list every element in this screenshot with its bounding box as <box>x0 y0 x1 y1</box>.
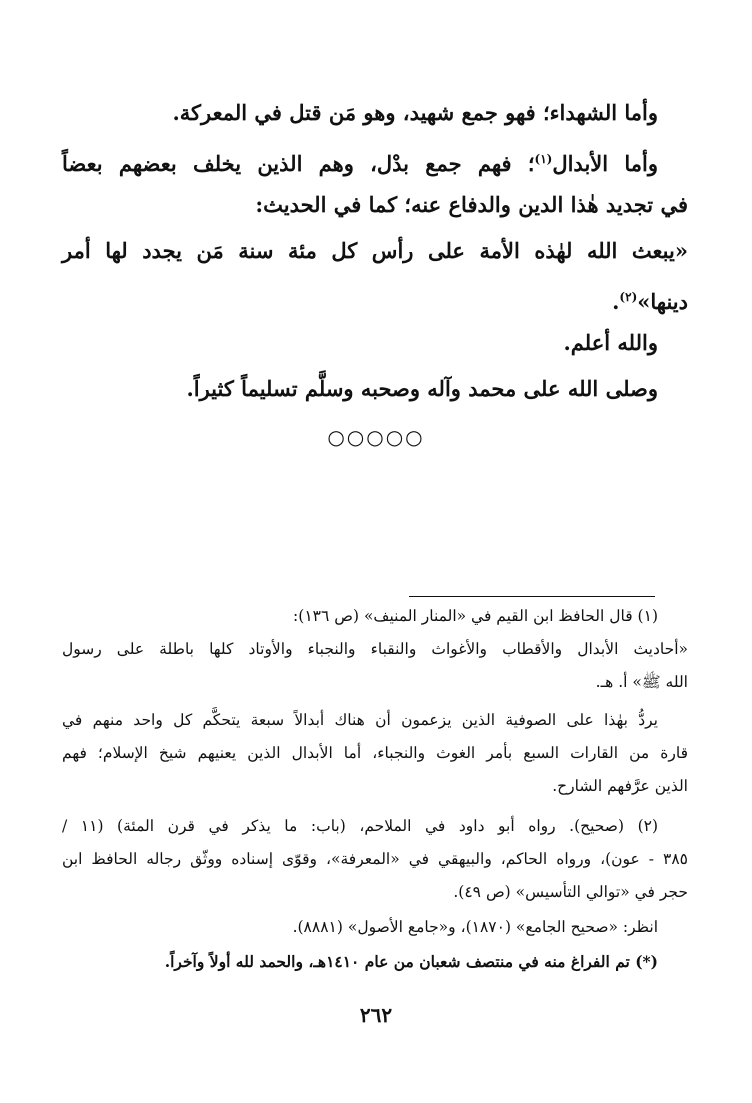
footnote-line-8: ٣٨٥ - عون)، ورواه الحاكم، والبيهقي في «المعرفة»، وقوّى إسناده ووثّق رجاله الحافظ ابن <box>62 850 688 868</box>
footnote-line-4: يردُّ بهٰذا على الصوفية الذين يزعمون أن هناك أبدالاً سبعة يتحكَّم كل واحد منهم في <box>62 711 658 729</box>
footnote-line-1: (١) قال الحافظ ابن القيم في «المنار المنيف» (ص ١٣٦): <box>293 607 658 625</box>
main-line-5-text-b: . <box>612 289 620 314</box>
main-line-4-text: «يبعث الله لهٰذه الأمة على رأس كل مئة سنة مَن يجدد لها أمر <box>62 238 688 263</box>
main-line-2 <box>62 138 688 180</box>
footnote-line-11: (*) تم الفراغ منه في منتصف شعبان من عام ١٤١٠هـ، والحمد لله أولاً وآخراً. <box>164 952 658 971</box>
footnote-marker-2[interactable]: (٢) <box>619 290 638 304</box>
main-line-5-text-a: دينها» <box>637 289 688 314</box>
footnote-line-3: الله ﷺ» أ. هـ. <box>595 673 688 691</box>
footnote-marker-1[interactable]: (١) <box>534 152 553 166</box>
main-line-1-text: وأما الشهداء؛ فهو جمع شهيد، وهو مَن قتل في المعركة. <box>172 100 658 125</box>
main-line-5 <box>62 276 688 318</box>
main-line-1 <box>62 92 688 134</box>
footnote-line-2: «أحاديث الأبدال والأقطاب والأغواث والنقباء والنجباء والأوتاد كلها باطلة على رسول <box>62 640 688 658</box>
section-ornament: ○○○○○ <box>327 425 425 449</box>
main-line-3-text: في تجديد هٰذا الدين والدفاع عنه؛ كما في الحديث: <box>255 192 688 217</box>
main-line-4 <box>62 230 688 272</box>
main-line-6-text: والله أعلم. <box>563 330 658 355</box>
main-line-3 <box>62 184 688 226</box>
page-number: ٢٦٢ <box>359 1003 393 1027</box>
main-line-2-text-a: وأما الأبدال <box>552 151 658 176</box>
footnote-separator <box>409 596 655 597</box>
footnote-line-7: (٢) (صحيح). رواه أبو داود في الملاحم، (باب: ما يذكر في قرن المئة) (١١ / <box>62 817 659 835</box>
main-line-2-text-b: ؛ فهم جمع بدْل، وهم الذين يخلف بعضهم بعضاً <box>62 151 535 176</box>
main-line-6 <box>62 322 688 364</box>
footnote-line-9: حجر في «توالي التأسيس» (ص ٤٩). <box>453 883 688 901</box>
main-line-7-text: وصلى الله على محمد وآله وصحبه وسلَّم تسليماً كثيراً. <box>186 376 658 401</box>
footnote-line-5: قارة من القارات السبع بأمر الغوث والنجباء، أما الأبدال الذين يعنيهم شيخ الإسلام؛ فهم <box>62 744 688 762</box>
footnote-line-6: الذين عرَّفهم الشارح. <box>552 777 688 795</box>
footnote-line-10: انظر: «صحيح الجامع» (١٨٧٠)، و«جامع الأصول» (٨٨٨١). <box>292 918 658 936</box>
main-line-7 <box>62 368 688 410</box>
